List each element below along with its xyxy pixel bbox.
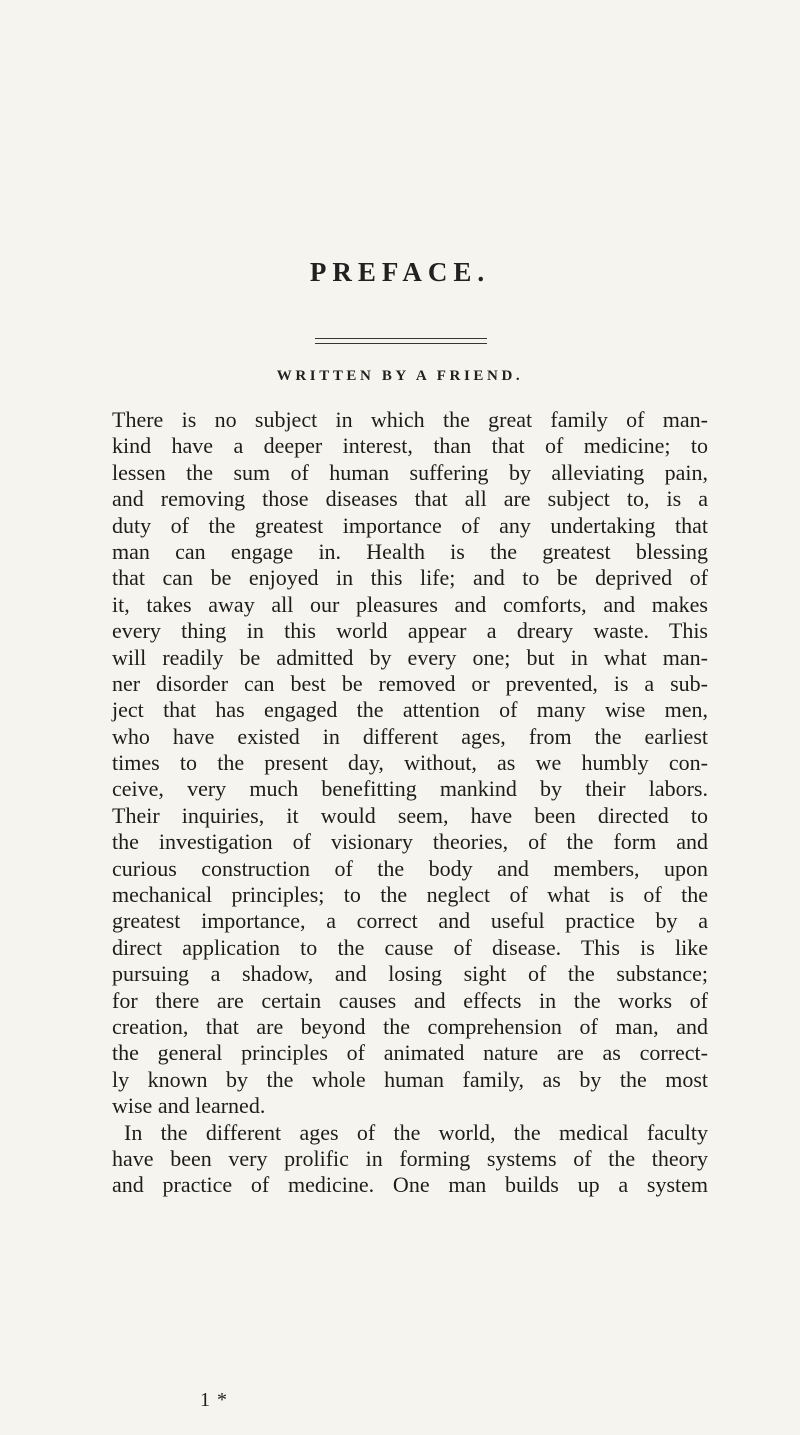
text-line: pursuing a shadow, and losing sight of the substance; [112, 961, 708, 987]
text-line: direct application to the cause of disease. This is like [112, 934, 708, 960]
text-line: curious construction of the body and members, upon [112, 855, 708, 881]
double-rule-top [315, 338, 487, 339]
text-line: There is no subject in which the great family of man- [112, 407, 708, 432]
text-line: ner disorder can best be removed or prevented, is a sub- [112, 670, 708, 696]
text-line: for there are certain causes and effects in the works of [112, 987, 708, 1013]
double-rule-bottom [315, 343, 487, 344]
page-title: PREFACE. [309, 257, 491, 287]
text-line: ceive, very much benefitting mankind by their labors. [112, 776, 708, 802]
text-line: who have existed in different ages, from the earliest [112, 723, 708, 749]
text-line: the investigation of visionary theories, of the form and [112, 829, 708, 855]
text-line: wise and learned. [112, 1093, 266, 1119]
text-line: the general principles of animated nature are as correct- [112, 1040, 708, 1066]
text-line: ject that has engaged the attention of many wise men, [112, 697, 708, 723]
text-line: times to the present day, without, as we humbly con- [112, 750, 708, 776]
text-line: will readily be admitted by every one; but in what man- [112, 644, 708, 670]
page-signature-mark: 1 * [200, 1389, 228, 1411]
text-line: duty of the greatest importance of any undertaking that [112, 512, 708, 538]
text-line: ly known by the whole human family, as by the most [112, 1066, 708, 1092]
text-line: Their inquiries, it would seem, have been directed to [112, 802, 708, 828]
text-line: and removing those diseases that all are subject to, is a [112, 486, 708, 512]
page-subtitle: WRITTEN BY A FRIEND. [276, 368, 524, 384]
text-line: and practice of medicine. One man builds up a system [112, 1172, 708, 1198]
text-line: kind have a deeper interest, than that of medicine; to [112, 433, 708, 459]
text-line: have been very prolific in forming systems of the theory [112, 1145, 708, 1171]
preface-body [112, 407, 708, 1199]
text-line: lessen the sum of human suffering by alleviating pain, [112, 459, 708, 485]
text-line: man can engage in. Health is the greatest blessing [112, 538, 708, 564]
text-line: greatest importance, a correct and useful practice by a [112, 908, 708, 934]
text-line: it, takes away all our pleasures and comforts, and makes [112, 591, 708, 617]
text-line: In the different ages of the world, the medical faculty [124, 1119, 708, 1145]
text-line: creation, that are beyond the comprehension of man, and [112, 1013, 708, 1039]
text-line: that can be enjoyed in this life; and to be deprived of [112, 565, 708, 591]
text-line: every thing in this world appear a dreary waste. This [112, 618, 708, 644]
text-line: mechanical principles; to the neglect of what is of the [112, 882, 708, 908]
